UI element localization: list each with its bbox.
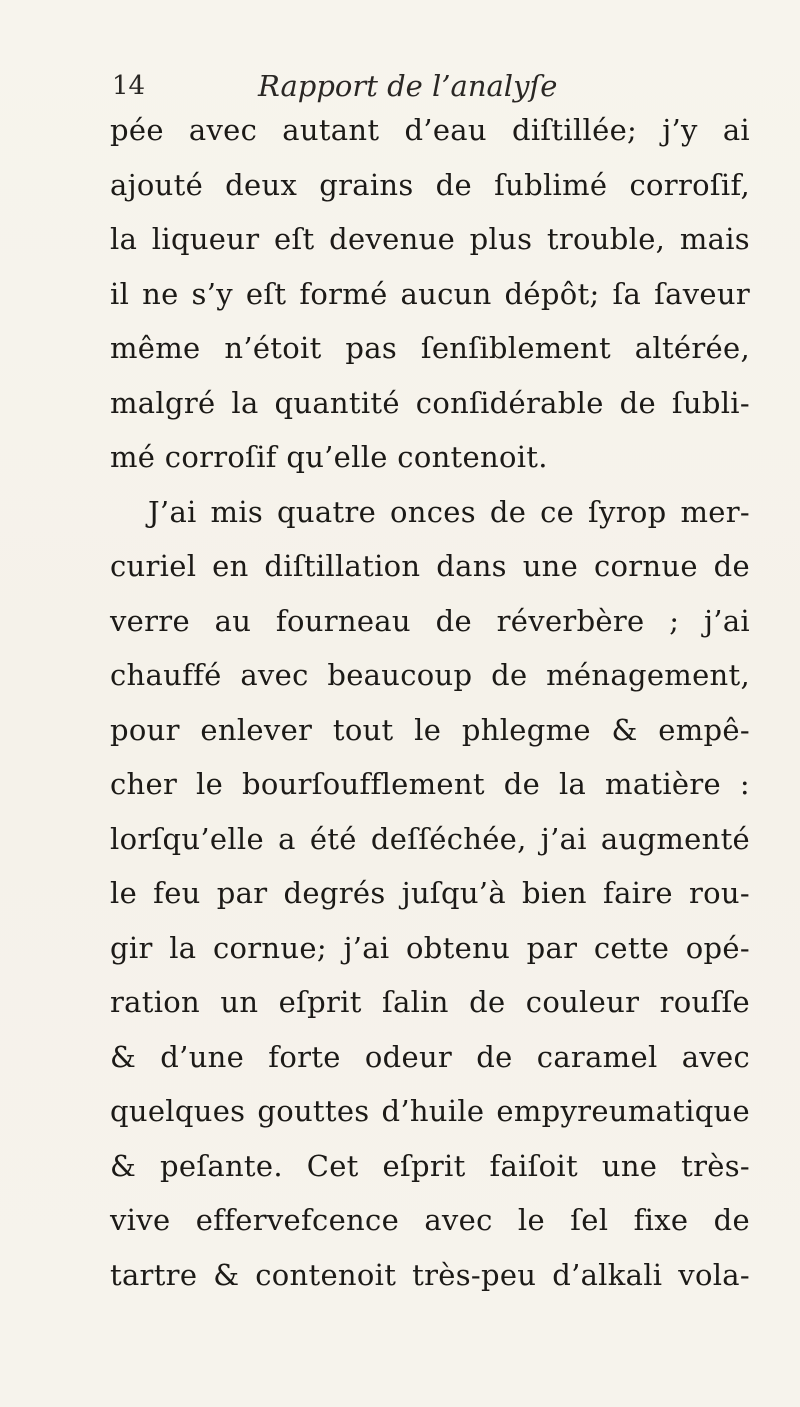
text-line: chauffé avec beaucoup de ménagement, xyxy=(110,658,750,692)
text-line: & d’une forte odeur de caramel avec xyxy=(110,1039,750,1074)
text-line: verre au fourneau de réverbère ; j’ai xyxy=(110,603,750,638)
text-line: J’ai mis quatre onces de ce ſyrop mer- xyxy=(148,494,750,529)
page-header xyxy=(112,66,572,106)
text-line: gir la cornue; j’ai obtenu par cette opé- xyxy=(110,930,750,965)
running-title: Rapport de l’analyſe xyxy=(258,69,558,103)
text-line: la liqueur eſt devenue plus trouble, mais xyxy=(110,222,750,256)
text-line: pée avec autant d’eau diſtillée; j’y ai xyxy=(110,113,750,147)
page-number: 14 xyxy=(112,71,146,101)
text-line: même n’étoit pas ſenſiblement altérée, xyxy=(110,331,750,365)
text-line: lorſqu’elle a été deſſéchée, j’ai augmenté xyxy=(110,821,750,856)
text-line: tartre & contenoit très-peu d’alkali vola- xyxy=(110,1257,750,1292)
text-line: quelques gouttes d’huile empyreumatique xyxy=(110,1094,750,1128)
text-line: ration un eſprit ſalin de couleur rouſſe xyxy=(110,985,750,1019)
text-line: malgré la quantité conſidérable de ſubli- xyxy=(110,385,750,420)
text-line: curiel en diſtillation dans une cornue de xyxy=(110,549,750,583)
text-line: mé corroſif qu’elle contenoit. xyxy=(110,440,548,474)
text-line: pour enlever tout le phlegme & empê- xyxy=(110,712,750,747)
body-text xyxy=(110,103,750,1302)
text-line: cher le bourſoufflement de la matière : xyxy=(110,767,750,801)
text-line: le feu par degrés juſqu’à bien faire rou- xyxy=(110,876,750,910)
text-line: vive effervefcence avec le ſel fixe de xyxy=(110,1203,750,1237)
text-line: & peſante. Cet eſprit faiſoit une très- xyxy=(110,1148,750,1183)
text-line: il ne s’y eſt formé aucun dépôt; ſa ſaveur xyxy=(110,276,750,311)
text-line: ajouté deux grains de ſublimé corroſif, xyxy=(110,167,750,202)
